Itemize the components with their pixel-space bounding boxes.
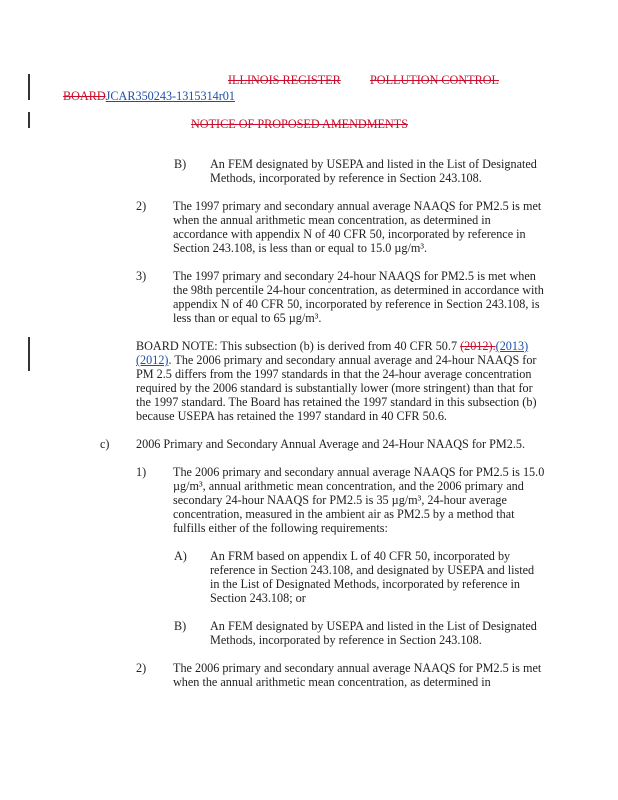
jcar-code: JCAR350243-1315314r01 (105, 89, 235, 103)
list-item (0, 199, 618, 255)
list-item (0, 549, 618, 605)
section-heading: 2006 Primary and Secondary Annual Average and 24-Hour NAAQS for PM2.5. (136, 437, 526, 451)
header-register: ILLINOIS REGISTER (228, 73, 341, 87)
board-note (136, 339, 548, 423)
item-text: An FRM based on appendix L of 40 CFR 50, incorporated by reference in Section 243.108, and designated by USEPA and listed in the List of Designated Methods, incorporated by reference in Section 243.108; or (210, 549, 535, 605)
change-bar (28, 112, 30, 128)
deleted-text: (2012). (460, 339, 496, 353)
item-text: An FEM designated by USEPA and listed in the List of Designated Methods, incorporated by reference in Section 243.108. (210, 619, 537, 647)
note-text: BOARD NOTE: This subsection (b) is derived from 40 CFR 50.7 (136, 339, 461, 353)
item-text: The 1997 primary and secondary annual average NAAQS for PM2.5 is met when the annual arithmetic mean concentration, as determined in accordance with appendix N of 40 CFR 50, incorporated by reference in Section 243.108, is less than or equal to 15.0 µg/m³. (173, 199, 542, 255)
header-board: BOARD (63, 89, 106, 103)
note-text: . The 2006 primary and secondary annual average and 24-hour NAAQS for PM 2.5 differs from the 1997 standards in that the 24-hour average concentration required by the 2006 standard is substantially lower (more stringent) than that for the 1997 standard. The Board has retained the 1997 standard in this subsection (b) because USEPA has retained the 1997 standard in 40 CFR 50.6. (136, 353, 537, 423)
item-text: The 2006 primary and secondary annual average NAAQS for PM2.5 is met when the annual arithmetic mean concentration, as determined in (173, 661, 542, 689)
item-label: B) (174, 157, 187, 171)
document-body (0, 157, 618, 703)
item-text: The 2006 primary and secondary annual average NAAQS for PM2.5 is 15.0 µg/m³, annual arithmetic mean concentration, and the 2006 primary and secondary 24-hour NAAQS for PM2.5 is 35 µg/m³, 24-hour average concentration, measured in the ambient air as PM2.5 by a method that fulfills either of the following requirements: (173, 465, 545, 535)
notice-title: NOTICE OF PROPOSED AMENDMENTS (191, 117, 409, 131)
section-label: c) (100, 437, 110, 451)
list-item (0, 465, 618, 535)
list-item (0, 619, 618, 647)
item-label: B) (174, 619, 187, 633)
header-line2 (63, 89, 235, 103)
item-label: 3) (136, 269, 147, 283)
list-item (0, 269, 618, 325)
item-label: 2) (136, 661, 147, 675)
item-label: A) (174, 549, 187, 563)
item-text: The 1997 primary and secondary 24-hour NAAQS for PM2.5 is met when the 98th percentile 24-hour concentration, as determined in accordance with appendix N of 40 CFR 50, incorporated by reference in Section 243.108, is less than or equal to 65 µg/m³. (173, 269, 544, 325)
inserted-text: (2013)(2012) (136, 339, 529, 367)
list-item (0, 661, 618, 689)
change-bar (28, 74, 30, 100)
item-label: 1) (136, 465, 147, 479)
item-label: 2) (136, 199, 147, 213)
section-heading-row (0, 437, 618, 451)
item-text: An FEM designated by USEPA and listed in the List of Designated Methods, incorporated by reference in Section 243.108. (210, 157, 537, 185)
list-item (0, 157, 618, 185)
header-agency: POLLUTION CONTROL (370, 73, 499, 87)
